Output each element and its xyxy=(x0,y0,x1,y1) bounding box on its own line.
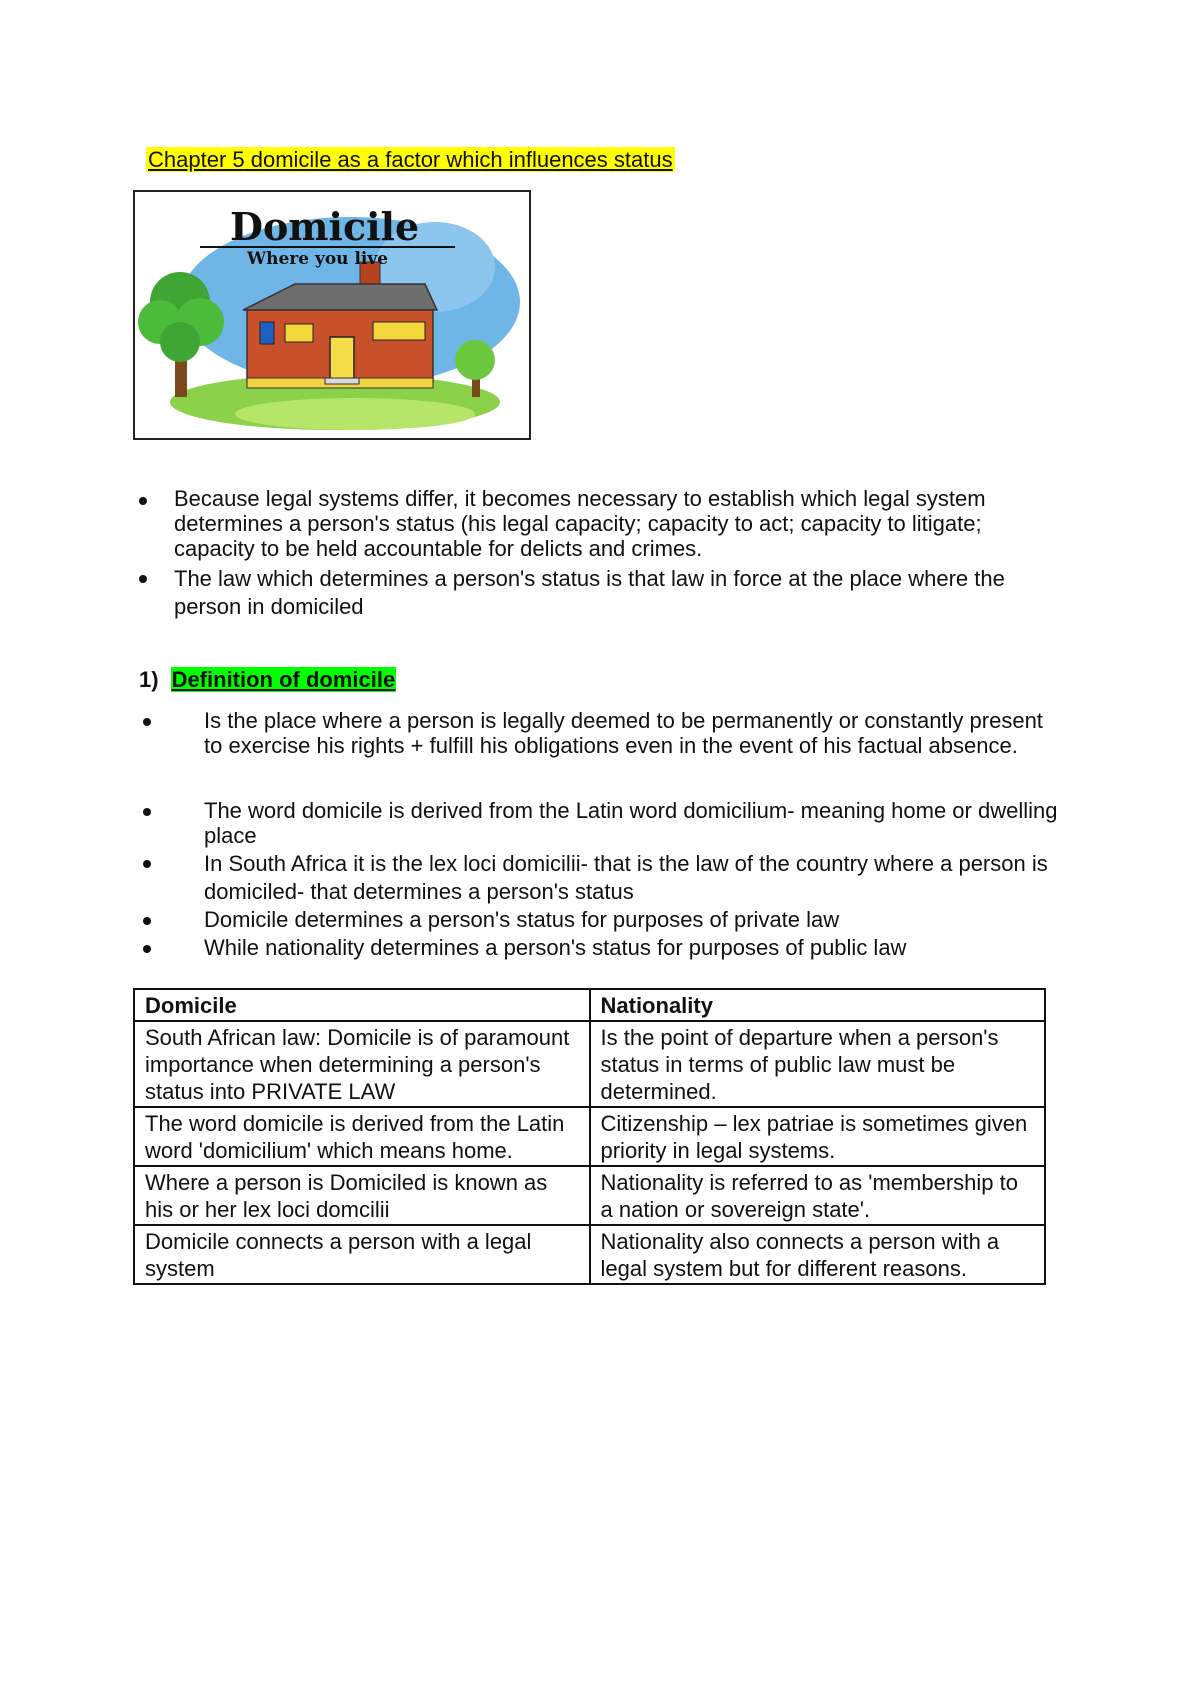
figure-title: Domicile xyxy=(230,204,420,249)
bullet-dot xyxy=(143,917,151,925)
bullet-dot xyxy=(143,860,151,868)
table-cell: Nationality also connects a person with a legal system but for different reasons. xyxy=(590,1225,1046,1284)
list-item: While nationality determines a person's status for purposes of public law xyxy=(204,935,907,960)
bullet-dot xyxy=(139,497,147,505)
header-nationality: Nationality xyxy=(590,989,1046,1021)
table-cell: The word domicile is derived from the Latin word 'domicilium' which means home. xyxy=(134,1107,590,1166)
section-heading: 1) Definition of domicile xyxy=(139,667,396,692)
bullet-dot xyxy=(143,718,151,726)
table-cell: Domicile connects a person with a legal system xyxy=(134,1225,590,1284)
table-cell: South African law: Domicile is of paramount importance when determining a person's status into PRIVATE LAW xyxy=(134,1021,590,1107)
table-row xyxy=(134,1225,1045,1284)
table-row xyxy=(134,1166,1045,1225)
header-domicile: Domicile xyxy=(134,989,590,1021)
figure-subtitle: Where you live xyxy=(247,249,389,269)
table-cell: Is the point of departure when a person's status in terms of public law must be determined. xyxy=(590,1021,1046,1107)
list-item: Is the place where a person is legally deemed to be permanently or constantly present to exercise his rights + fulfill his obligations even in the event of his factual absence. xyxy=(204,708,1043,758)
table-row xyxy=(134,1107,1045,1166)
list-item: The law which determines a person's status is that law in force at the place where the person in domiciled xyxy=(174,566,1005,619)
list-item: Domicile determines a person's status for purposes of private law xyxy=(204,907,840,932)
table-cell: Citizenship – lex patriae is sometimes given priority in legal systems. xyxy=(590,1107,1046,1166)
table-row xyxy=(134,1021,1045,1107)
table-cell: Nationality is referred to as 'membership to a nation or sovereign state'. xyxy=(590,1166,1046,1225)
bullet-dot xyxy=(139,575,147,583)
domicile-illustration xyxy=(133,190,531,440)
list-item: In South Africa it is the lex loci domicilii- that is the law of the country where a person is domiciled- that determines a person's status xyxy=(204,851,1048,904)
chapter-title: Chapter 5 domicile as a factor which influences status xyxy=(148,147,673,172)
list-item: Because legal systems differ, it becomes necessary to establish which legal system determines a person's status (his legal capacity; capacity to act; capacity to litigate; capacity to be held accountable for delicts and crimes. xyxy=(174,486,986,561)
bullet-dot xyxy=(143,808,151,816)
table-header-row xyxy=(134,989,1045,1021)
domicile-nationality-table xyxy=(133,988,1046,1285)
bullet-dot xyxy=(143,945,151,953)
house-clipart xyxy=(135,192,529,438)
table-cell: Where a person is Domiciled is known as his or her lex loci domcilii xyxy=(134,1166,590,1225)
list-item: The word domicile is derived from the Latin word domicilium- meaning home or dwelling place xyxy=(204,798,1058,848)
